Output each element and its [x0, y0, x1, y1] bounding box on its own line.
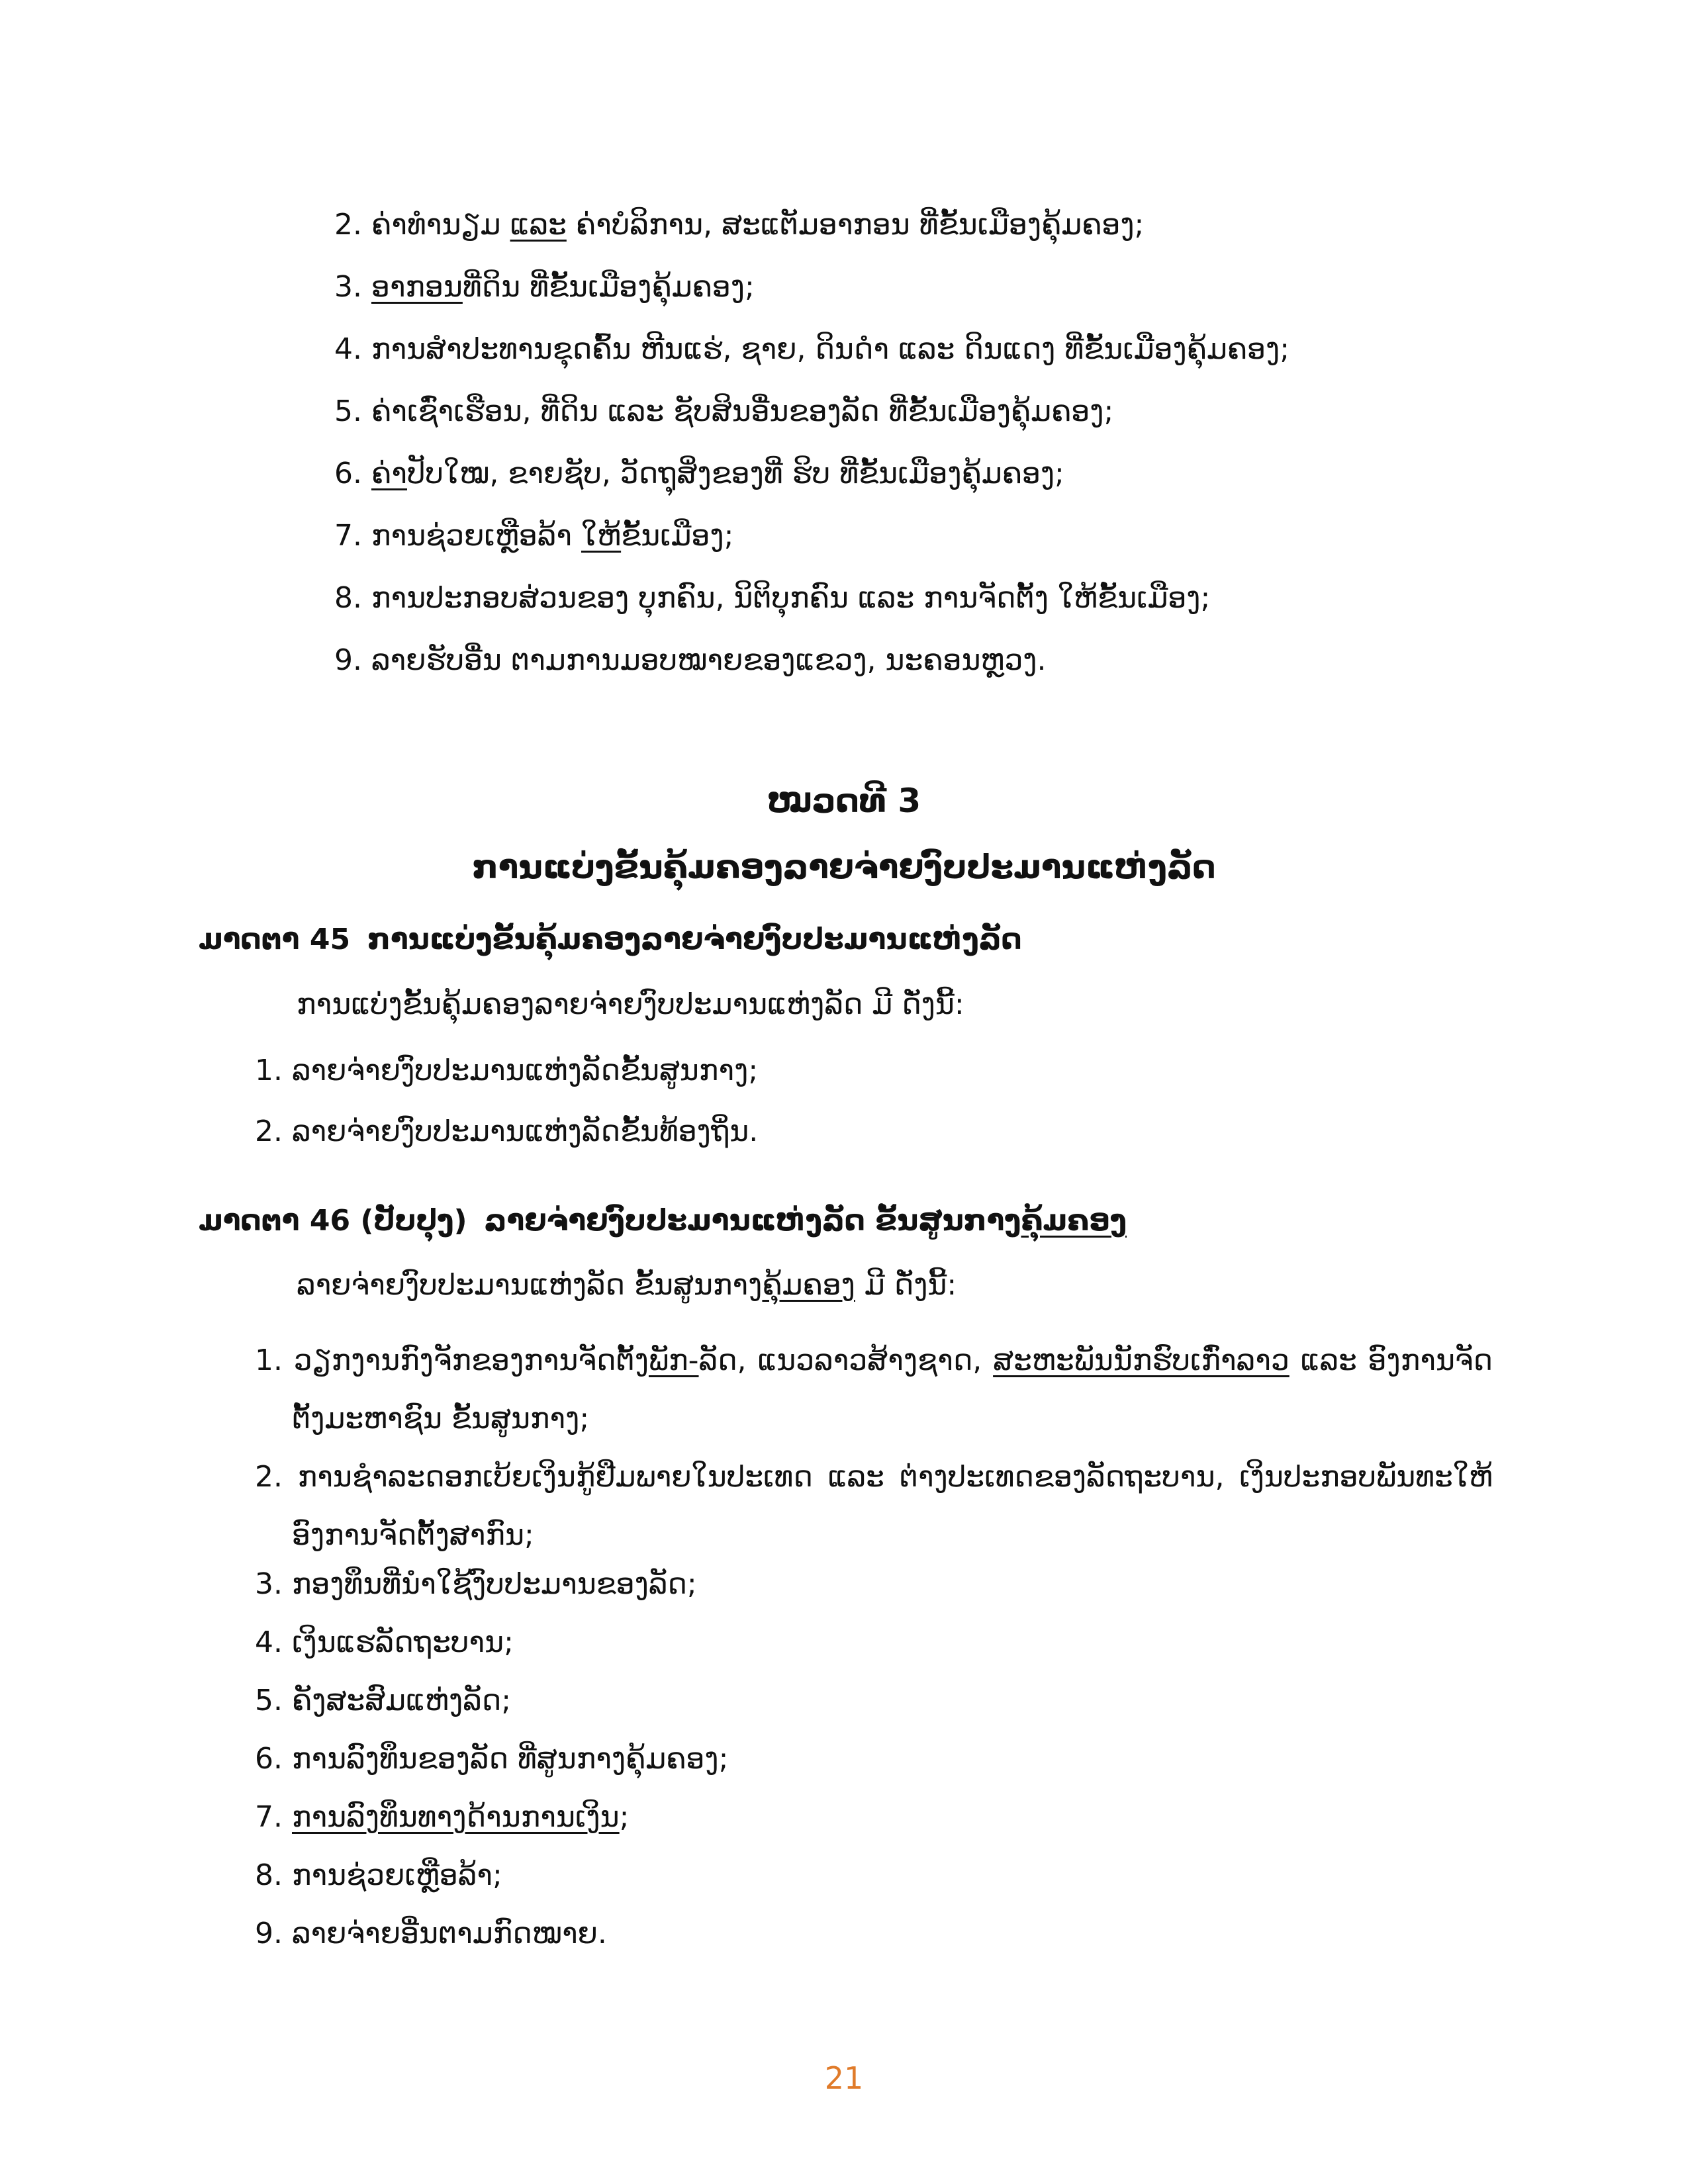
- article-45-title: ການແບ່ງຂັ້ນຄຸ້ມຄອງລາຍຈ່າຍງົບປະມານແຫ່ງລັດ: [367, 923, 1022, 956]
- item-first-line: [255, 1448, 1493, 1506]
- list-item: [255, 1856, 1493, 1914]
- item-text: ;: [619, 1800, 630, 1834]
- item-number: 5.: [255, 1684, 283, 1717]
- item-number: 2.: [255, 1115, 283, 1148]
- article-46-list: [255, 1332, 1493, 1972]
- item-number: 3.: [334, 270, 362, 304]
- article-46-intro: [297, 1265, 957, 1305]
- item-text: ລາຍຮັບອື່ນ ຕາມການມອບໝາຍຂອງແຂວງ, ນະຄອນຫຼວງ.: [361, 643, 1047, 677]
- item-text: ຄ່າທຳນຽມ: [361, 208, 510, 242]
- chapter-title: ການແບ່ງຂັ້ນຄຸ້ມຄອງລາຍຈ່າຍງົບປະມານແຫ່ງລັດ: [472, 848, 1216, 886]
- item-text: ການຊຳລະດອກເບ້ຍເງິນກູ້ຢືມພາຍໃນປະເທດ ແລະ ຕ່າງປະເທດຂອງລັດຖະບານ, ເງິນປະກອບພັນທະໃຫ້: [282, 1460, 1493, 1494]
- article-46-title: ລາຍຈ່າຍງົບປະມານແຫ່ງລັດ ຂັ້ນສູນກາງ: [484, 1204, 1021, 1238]
- underlined-text: ການລົງທຶນທາງດ້ານການເງິນ: [291, 1800, 620, 1834]
- item-text: ເງິນແຮລັດຖະບານ;: [282, 1625, 514, 1659]
- item-text: ການລົງທຶນຂອງລັດ ທີ່ສູນກາງຄຸ້ມຄອງ;: [282, 1742, 729, 1776]
- underlined-text: ແລະ: [510, 208, 567, 242]
- wrapped-item: [255, 1332, 1493, 1448]
- list-item: [255, 1797, 1493, 1856]
- item-text: ຄັງສະສົມແຫ່ງລັດ;: [282, 1684, 512, 1717]
- item-text: ການຊ່ວຍເຫຼືອລ້າ;: [282, 1858, 502, 1892]
- item-text: ລາຍຈ່າຍງົບປະມານແຫ່ງລັດຂັ້ນສູນກາງ;: [282, 1054, 759, 1087]
- list-item: [334, 454, 1289, 516]
- item-number: 5.: [334, 394, 362, 428]
- item-number: 8.: [334, 581, 362, 615]
- article-45-heading: [199, 920, 1022, 960]
- list-item: [255, 1681, 1493, 1739]
- item-number: 2.: [334, 208, 362, 242]
- item-continuation: ຕັ້ງມະຫາຊົນ ຂັ້ນສູນກາງ;: [292, 1402, 590, 1435]
- item-number: 6.: [334, 457, 362, 490]
- item-text: ການປະກອບສ່ວນຂອງ ບຸກຄົນ, ນິຕິບຸກຄົນ ແລະ ການຈັດຕັ້ງ ໃຫ້ຂັ້ນເມືອງ;: [361, 581, 1211, 615]
- item-number: 7.: [255, 1800, 283, 1834]
- underlined-text: ສະຫະພັນນັກຮົບເກົ່າລາວ: [993, 1343, 1289, 1377]
- item-continuation: ອົງການຈັດຕັ້ງສາກົນ;: [292, 1518, 534, 1552]
- item-first-line: [255, 1332, 1493, 1390]
- list-item: [334, 330, 1289, 392]
- item-text: ການສຳປະທານຂຸດຄົ້ນ ຫີນແຮ່, ຊາຍ, ດິນດຳ ແລະ ດິນແດງ ທີ່ຂັ້ນເມືອງຄຸ້ມຄອງ;: [361, 332, 1290, 366]
- item-number: 9.: [334, 643, 362, 677]
- item-text: ຄ່າບໍລິການ, ສະແຕັມອາກອນ ທີ່ຂັ້ນເມືອງຄຸ້ມຄອງ;: [566, 208, 1145, 242]
- item-number: 1.: [255, 1054, 283, 1087]
- item-text: ກອງທຶນທີ່ນຳໃຊ້ງົບປະມານຂອງລັດ;: [282, 1567, 697, 1601]
- chapter-number: ໝວດທີ 3: [767, 782, 921, 820]
- list-item: [255, 1332, 1493, 1448]
- item-number: 3.: [255, 1567, 283, 1601]
- item-text: [362, 270, 371, 304]
- article-46-label: ມາດຕາ 46 (ປັບປຸງ): [199, 1204, 467, 1238]
- article-46-title-underlined: ຄຸ້ມຄອງ: [1021, 1204, 1127, 1238]
- article-46-heading: [199, 1201, 1127, 1241]
- item-text: ການຊ່ວຍເຫຼືອລ້າ: [361, 519, 581, 553]
- underlined-text: ພັກ-: [648, 1343, 699, 1377]
- item-text: ປັບໃໝ, ຂາຍຊັບ, ວັດຖຸສິ່ງຂອງທີ່ ຮິບ ທີ່ຂັ້ນເມືອງຄຸ້ມຄອງ;: [406, 457, 1064, 490]
- list-item: [255, 1739, 1493, 1797]
- item-text: [362, 457, 371, 490]
- list-item: [334, 578, 1289, 641]
- item-number: 1.: [255, 1343, 283, 1377]
- list-item: [334, 267, 1289, 330]
- page-number: 21: [824, 2060, 864, 2096]
- item-text: ຂັ້ນເມືອງ;: [621, 519, 734, 553]
- item-text: [283, 1800, 292, 1834]
- underlined-text: ໃຫ້: [581, 519, 622, 553]
- article-46-intro-end: ມີ ດັ່ງນີ້:: [855, 1268, 957, 1302]
- list-item: [255, 1623, 1493, 1681]
- item-number: 7.: [334, 519, 362, 553]
- item-text: ລາຍຈ່າຍງົບປະມານແຫ່ງລັດຂັ້ນທ້ອງຖິ່ນ.: [282, 1115, 759, 1148]
- item-text: ລັດ, ແນວລາວສ້າງຊາດ,: [698, 1343, 994, 1377]
- underlined-text: ອາກອນ: [371, 270, 463, 304]
- list-item: [255, 1051, 758, 1112]
- list-item: [255, 1112, 758, 1173]
- underlined-text: ຄ່າ: [371, 457, 407, 490]
- list-item: [334, 516, 1289, 578]
- item-number: 4.: [334, 332, 362, 366]
- article-45-intro: ການແບ່ງຂັ້ນຄຸ້ມຄອງລາຍຈ່າຍງົບປະມານແຫ່ງລັດ ມີ ດັ່ງນີ້:: [297, 987, 964, 1021]
- article-45-label: ມາດຕາ 45: [199, 923, 351, 956]
- list-item: [255, 1565, 1493, 1623]
- item-text: ວຽກງານກົງຈັກຂອງການຈັດຕັ້ງ: [282, 1343, 649, 1377]
- item-text: ແລະ ອົງການຈັດ: [1289, 1343, 1493, 1377]
- item-text: ຄ່າເຊົ່າເຮືອນ, ທີ່ດິນ ແລະ ຊັບສິນອື່ນຂອງລັດ ທີ່ຂັ້ນເມືອງຄຸ້ມຄອງ;: [361, 394, 1114, 428]
- wrapped-item: [255, 1448, 1493, 1565]
- list-item: [255, 1914, 1493, 1972]
- list-item: [334, 392, 1289, 454]
- article-46-intro-text: ລາຍຈ່າຍງົບປະມານແຫ່ງລັດ ຂັ້ນສູນກາງ: [297, 1268, 763, 1302]
- item-number: 4.: [255, 1625, 283, 1659]
- list-item: [334, 205, 1289, 267]
- revenue-list: [334, 205, 1289, 703]
- item-text: ລາຍຈ່າຍອື່ນຕາມກົດໝາຍ.: [282, 1917, 607, 1950]
- list-item: [334, 641, 1289, 703]
- item-number: 8.: [255, 1858, 283, 1892]
- item-text: ທີ່ດິນ ທີ່ຂັ້ນເມືອງຄຸ້ມຄອງ;: [462, 270, 755, 304]
- item-number: 9.: [255, 1917, 283, 1950]
- article-46-intro-underlined: ຄຸ້ມຄອງ: [762, 1268, 855, 1302]
- list-item: [255, 1448, 1493, 1565]
- article-45-list: [255, 1051, 758, 1173]
- item-number: 6.: [255, 1742, 283, 1776]
- item-number: 2.: [255, 1460, 283, 1494]
